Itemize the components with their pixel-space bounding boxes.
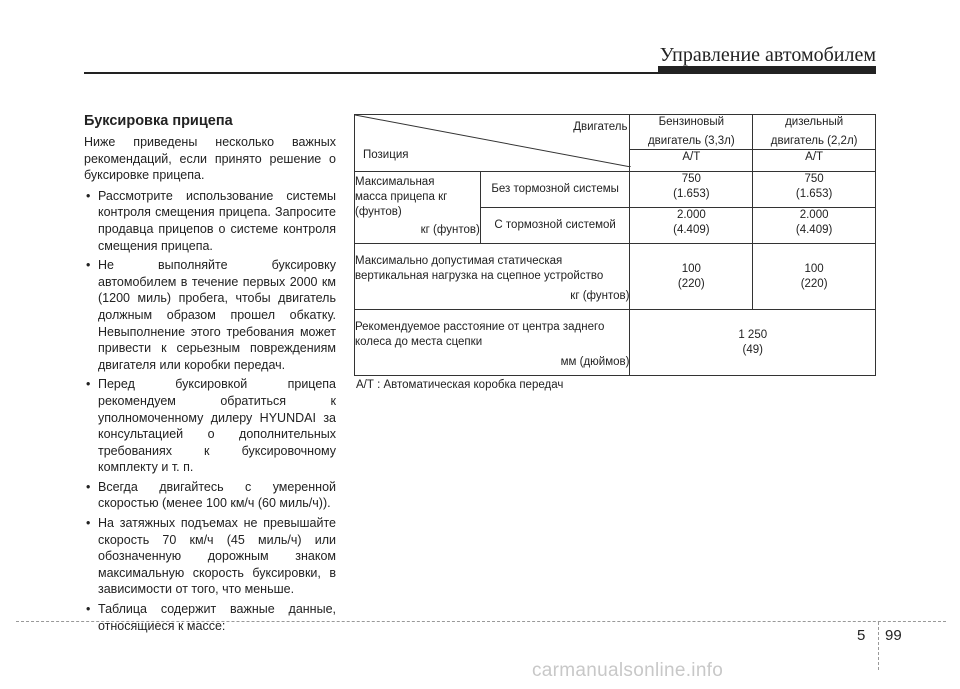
value-secondary: (1.653) (795, 188, 833, 200)
brake-label: С тормозной системой (480, 208, 630, 244)
max-mass-unit: кг (фунтов) (420, 224, 480, 236)
bullet-item (84, 188, 336, 254)
no-brake-gasoline-value (630, 172, 753, 208)
gasoline-engine-line2: двигатель (3,3л) (647, 135, 735, 147)
table-corner-header (355, 115, 630, 172)
chapter-number: 5 (857, 627, 866, 644)
bullet-icon: • (86, 516, 91, 531)
value-secondary: (220) (677, 277, 705, 290)
bullet-text: На затяжных подъемах не превышайте скорость 70 км/ч (45 миль/ч) или обозначенную дорожным знаком максимальную скорость буксировки, в зависимости от того, что меньше. (98, 516, 336, 597)
value-main: 100 (804, 262, 824, 275)
distance-unit: мм (дюймов) (560, 356, 630, 368)
max-mass-line3: (фунтов) (355, 206, 402, 218)
no-brake-diesel-value (753, 172, 876, 208)
vertical-load-line2: вертикальная нагрузка на сцепное устройство (355, 270, 604, 282)
vertical-gasoline-value (630, 244, 753, 310)
engine-header: Двигатель (573, 121, 628, 133)
page-number: 99 (885, 627, 902, 644)
vertical-diesel-value (753, 244, 876, 310)
bullet-icon: • (86, 377, 91, 392)
table-footnote: А/Т : Автоматическая коробка передач (356, 379, 564, 391)
max-mass-label (355, 172, 481, 244)
bullet-text: Перед буксировкой прицепа рекомендуем обратиться к уполномоченному дилеру HYUNDAI за консультацией о дополнительных требованиях к буксировочному комплекту и т. п. (98, 377, 336, 475)
bullet-item (84, 257, 336, 373)
header-rule-accent (658, 66, 876, 72)
gasoline-trans-header: А/Т (630, 150, 753, 172)
value-secondary: (220) (800, 277, 828, 290)
bullet-text: Не выполняйте буксировку автомобилем в течение первых 2000 км (1200 миль) пробега, чтобы двигатель должным образом прошел обкатку. Невыполнение этого требования может привести к серьезным повреждениям двигателя или коробки передач. (98, 258, 336, 372)
diesel-trans-header: А/Т (753, 150, 876, 172)
vertical-load-unit: кг (фунтов) (570, 290, 630, 302)
footer-separator (878, 622, 879, 670)
max-mass-line1: Максимальная (355, 176, 435, 188)
bullet-icon: • (86, 188, 91, 203)
bullet-icon: • (86, 258, 91, 273)
bullet-item (84, 376, 336, 476)
value-secondary: (1.653) (673, 188, 710, 200)
value-main: 2.000 (676, 209, 706, 221)
diesel-engine-header (753, 115, 876, 150)
page-header-title: Управление автомобилем (659, 44, 876, 66)
bullet-text: Таблица содержит важные данные, относящиеся к массе: (98, 602, 336, 633)
value-main: 750 (681, 173, 701, 185)
bullet-text: Рассмотрите использование системы контроля смещения прицепа. Запросите продавца прицепов о системе контроля смещения прицепа. (98, 188, 336, 253)
value-main: 750 (804, 173, 824, 185)
diesel-engine-line1: дизельный (785, 116, 844, 128)
vertical-load-line1: Максимально допустимая статическая (355, 255, 563, 267)
distance-label (355, 310, 630, 376)
no-brake-label: Без тормозной системы (480, 172, 630, 208)
distance-line1: Рекомендуемое расстояние от центра заднего (355, 321, 605, 333)
max-mass-line2: масса прицепа кг (355, 191, 448, 203)
left-column (84, 113, 336, 637)
bullet-item (84, 601, 336, 634)
position-header: Позиция (363, 149, 409, 161)
bullet-icon: • (86, 602, 91, 617)
watermark: carmanualsonline.info (532, 660, 724, 681)
gasoline-engine-line1: Бензиновый (658, 116, 725, 128)
value-main: 2.000 (799, 209, 829, 221)
value-main: 100 (681, 262, 701, 275)
diesel-engine-line2: двигатель (2,2л) (770, 135, 858, 147)
gasoline-engine-header (630, 115, 753, 150)
brake-diesel-value (753, 208, 876, 244)
section-title: Буксировка прицепа (84, 113, 233, 129)
distance-value (630, 310, 876, 376)
distance-line2: колеса до места сцепки (355, 336, 483, 348)
value-secondary: (4.409) (795, 224, 833, 236)
bullet-item (84, 479, 336, 512)
value-main: 1 250 (738, 328, 768, 341)
bullet-item (84, 515, 336, 598)
intro-paragraph: Ниже приведены несколько важных рекомендаций, если принято решение о буксировке прицепа. (84, 135, 336, 183)
towing-spec-table (354, 114, 876, 376)
header-rule (84, 72, 876, 74)
footer-rule (16, 621, 946, 622)
value-secondary: (4.409) (673, 224, 710, 236)
value-secondary: (49) (742, 343, 763, 356)
brake-gasoline-value (630, 208, 753, 244)
bullet-text: Всегда двигайтесь с умеренной скоростью (менее 100 км/ч (60 миль/ч)). (98, 479, 336, 511)
bullet-list (84, 188, 336, 634)
vertical-load-label (355, 244, 630, 310)
bullet-icon: • (86, 479, 91, 494)
